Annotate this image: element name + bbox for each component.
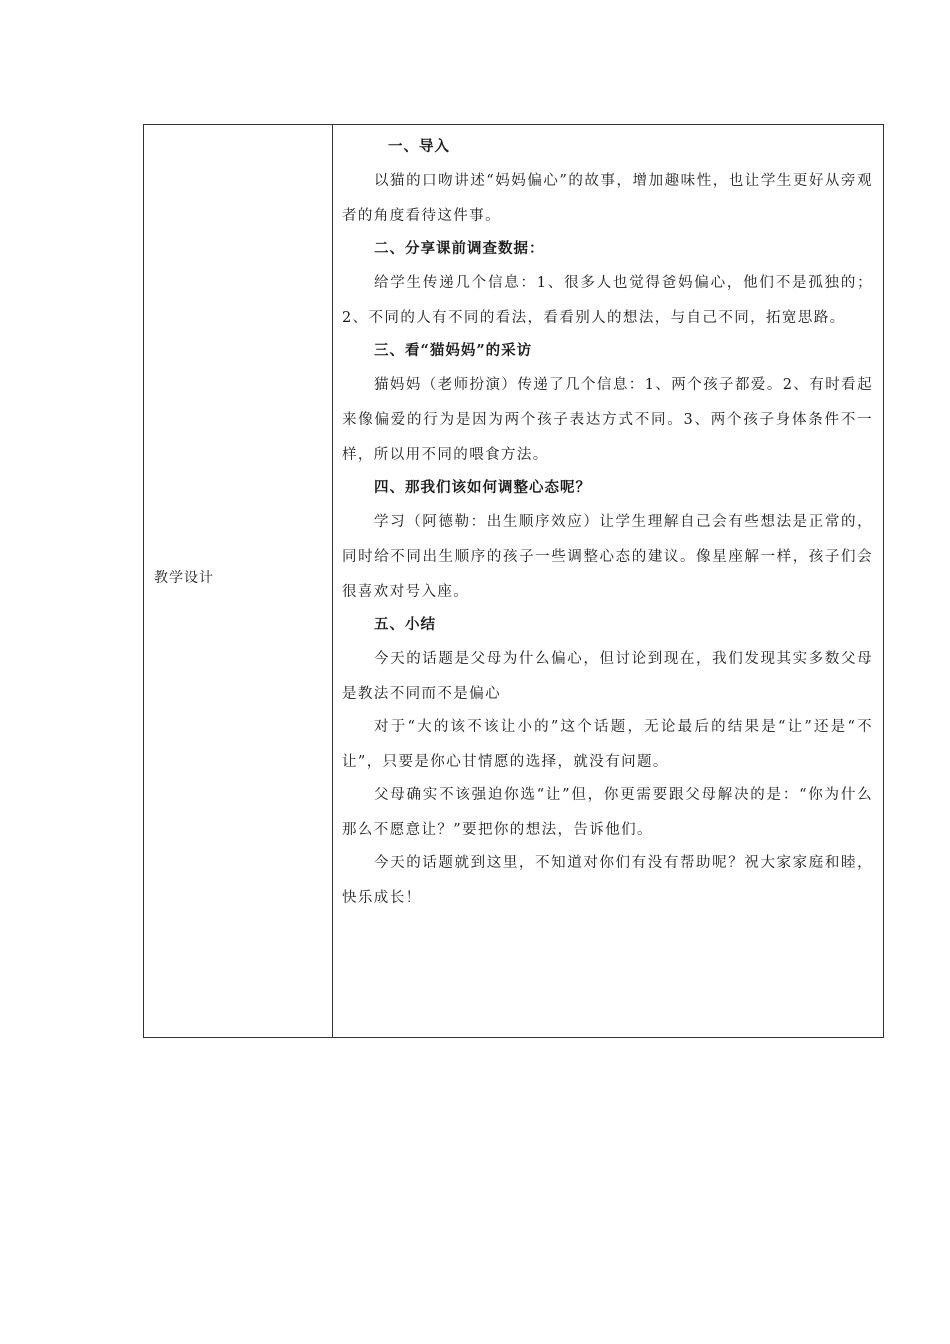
section-paragraph: 学习（阿德勒：出生顺序效应）让学生理解自己会有些想法是正常的，同时给不同出生顺序的孩子一些调整心态的建议。像星座解一样，孩子们会很喜欢对号入座。	[342, 514, 873, 600]
section-paragraph: 今天的话题就到这里，不知道对你们有没有帮助呢？祝大家家庭和睦，快乐成长！	[342, 855, 873, 906]
section-heading: 四、那我们该如何调整心态呢？	[374, 479, 591, 496]
section-heading: 五、小结	[374, 616, 436, 633]
section-paragraph: 对于“大的该不该让小的”这个话题，无论最后的结果是“让”还是“不让”，只要是你心甘情愿的选择，就没有问题。	[342, 719, 873, 770]
section-heading: 三、看“猫妈妈”的采访	[374, 342, 533, 359]
section-paragraph: 以猫的口吻讲述“妈妈偏心”的故事，增加趣味性，也让学生更好从旁观者的角度看待这件事。	[342, 173, 873, 224]
lesson-table	[143, 124, 884, 1038]
section-paragraph: 给学生传递几个信息：1、很多人也觉得爸妈偏心，他们不是孤独的；2、不同的人有不同的看法，看看别人的想法，与自己不同，拓宽思路。	[342, 275, 873, 326]
section-heading: 二、分享课前调查数据：	[374, 240, 545, 257]
content-cell	[333, 125, 883, 1037]
row-label-cell	[144, 125, 333, 1037]
row-label: 教学设计	[154, 570, 214, 586]
section-paragraph: 猫妈妈（老师扮演）传递了几个信息：1、两个孩子都爱。2、有时看起来像偏爱的行为是因为两个孩子表达方式不同。3、两个孩子身体条件不一样，所以用不同的喂食方法。	[342, 377, 873, 463]
section-paragraph: 今天的话题是父母为什么偏心，但讨论到现在，我们发现其实多数父母是教法不同而不是偏心	[342, 651, 873, 702]
section-paragraph: 父母确实不该强迫你选“让”但，你更需要跟父母解决的是：“你为什么那么不愿意让？”要把你的想法，告诉他们。	[342, 787, 873, 838]
section-heading: 一、导入	[388, 138, 450, 155]
